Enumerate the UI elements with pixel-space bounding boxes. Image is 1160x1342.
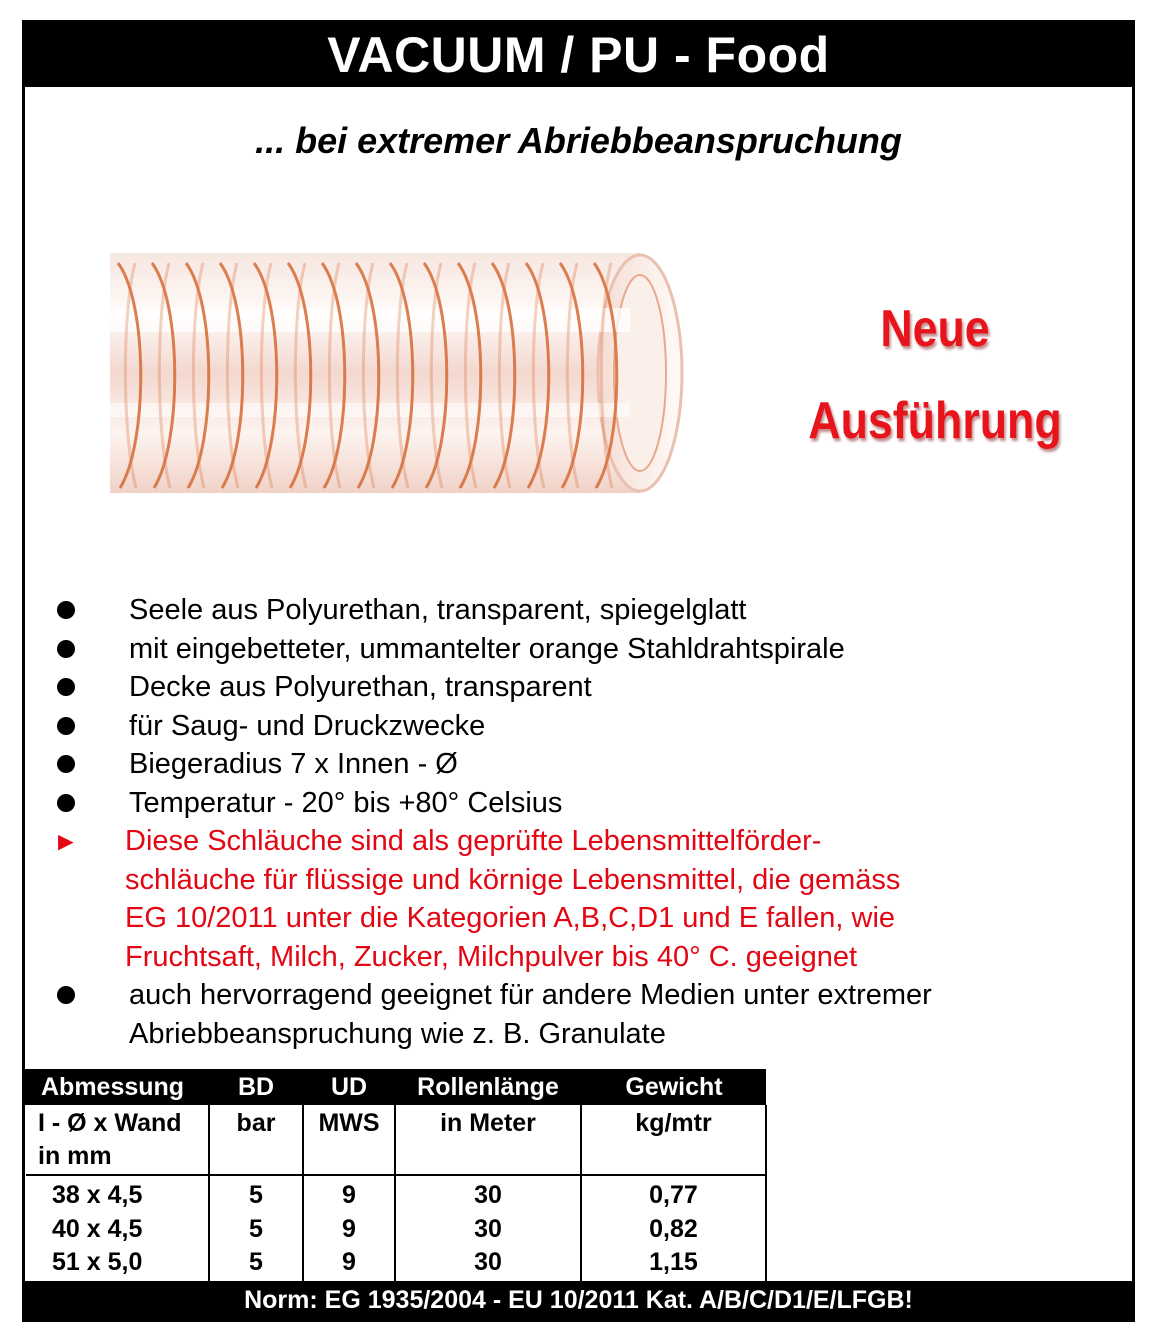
product-subtitle: ... bei extremer Abriebbeanspruchung (255, 120, 902, 161)
bullet-icon (57, 601, 75, 619)
food-approval-note (51, 822, 1131, 976)
feature-item (51, 630, 1131, 669)
new-label-line2: Ausführung (808, 392, 1062, 450)
feature-text: Decke aus Polyurethan, transparent (129, 671, 592, 703)
cell-weight: 1,15 (581, 1246, 766, 1282)
cell-weight: 0,82 (581, 1213, 766, 1246)
cell-bd: 5 (209, 1246, 303, 1282)
cell-bd: 5 (209, 1175, 303, 1213)
bullet-icon (57, 717, 75, 735)
cell-ud: 9 (303, 1246, 395, 1282)
feature-text: Biegeradius 7 x Innen - Ø (129, 748, 458, 780)
cell-bd: 5 (209, 1213, 303, 1246)
feature-list (51, 591, 1131, 1053)
unit-dimension-line: I - Ø x Wand (38, 1109, 182, 1137)
feature-text: für Saug- und Druckzwecke (129, 709, 486, 742)
header-weight: Gewicht (581, 1069, 766, 1105)
cell-dimension: 38 x 4,5 (26, 1175, 209, 1213)
header-roll-length: Rollenlänge (395, 1069, 581, 1105)
bullet-icon (57, 678, 75, 696)
unit-ud: MWS (303, 1105, 395, 1175)
cell-roll-length: 30 (395, 1213, 581, 1246)
feature-item (51, 976, 1131, 1053)
food-note-line: Fruchtsaft, Milch, Zucker, Milchpulver bis 40° C. geeignet (125, 940, 858, 973)
feature-item (51, 745, 1131, 784)
table-row (26, 1213, 766, 1246)
header-ud: UD (303, 1069, 395, 1105)
table-row (26, 1175, 766, 1213)
cell-roll-length: 30 (395, 1246, 581, 1282)
feature-text: auch hervorragend geeignet für andere Medien unter extremer (129, 979, 932, 1011)
product-title: VACUUM / PU - Food (25, 23, 1132, 87)
arrow-right-icon: ► (53, 826, 79, 856)
feature-item (51, 668, 1131, 707)
header-dimension: Abmessung (26, 1069, 209, 1105)
food-note-line: EG 10/2011 unter die Kategorien A,B,C,D1 und E fallen, wie (125, 902, 896, 934)
unit-dimension-line: in mm (38, 1142, 112, 1170)
unit-dimension (26, 1105, 209, 1175)
norm-footer: Norm: EG 1935/2004 - EU 10/2011 Kat. A/B/C/D1/E/LFGB! (25, 1281, 1132, 1319)
food-note-line: Diese Schläuche sind als geprüfte Lebensmittelförder- (125, 825, 822, 857)
unit-bd: bar (209, 1105, 303, 1175)
unit-roll-length: in Meter (395, 1105, 581, 1175)
new-version-label (789, 283, 1081, 467)
bullet-icon (57, 755, 75, 773)
food-note-line: schläuche für flüssige und körnige Lebensmittel, die gemäss (125, 863, 901, 896)
feature-text: Seele aus Polyurethan, transparent, spiegelglatt (129, 594, 747, 626)
feature-text: mit eingebetteter, ummantelter orange Stahldrahtspirale (129, 632, 845, 665)
table-units-row (26, 1105, 766, 1175)
feature-item (51, 784, 1131, 823)
hose-product-image (110, 233, 690, 493)
header-bd: BD (209, 1069, 303, 1105)
bullet-icon (57, 794, 75, 812)
feature-item (51, 591, 1131, 630)
cell-ud: 9 (303, 1213, 395, 1246)
unit-weight: kg/mtr (581, 1105, 766, 1175)
table-row (26, 1246, 766, 1282)
feature-item (51, 707, 1131, 746)
new-label-line1: Neue (880, 300, 990, 358)
datasheet-frame (22, 20, 1135, 1322)
cell-ud: 9 (303, 1175, 395, 1213)
cell-weight: 0,77 (581, 1175, 766, 1213)
cell-dimension: 51 x 5,0 (26, 1246, 209, 1282)
table-header-row (26, 1069, 766, 1105)
spec-table (25, 1069, 767, 1283)
cell-roll-length: 30 (395, 1175, 581, 1213)
feature-text: Abriebbeanspruchung wie z. B. Granulate (129, 1017, 666, 1050)
bullet-icon (57, 986, 75, 1004)
feature-text: Temperatur - 20° bis +80° Celsius (129, 786, 563, 819)
cell-dimension: 40 x 4,5 (26, 1213, 209, 1246)
bullet-icon (57, 640, 75, 658)
